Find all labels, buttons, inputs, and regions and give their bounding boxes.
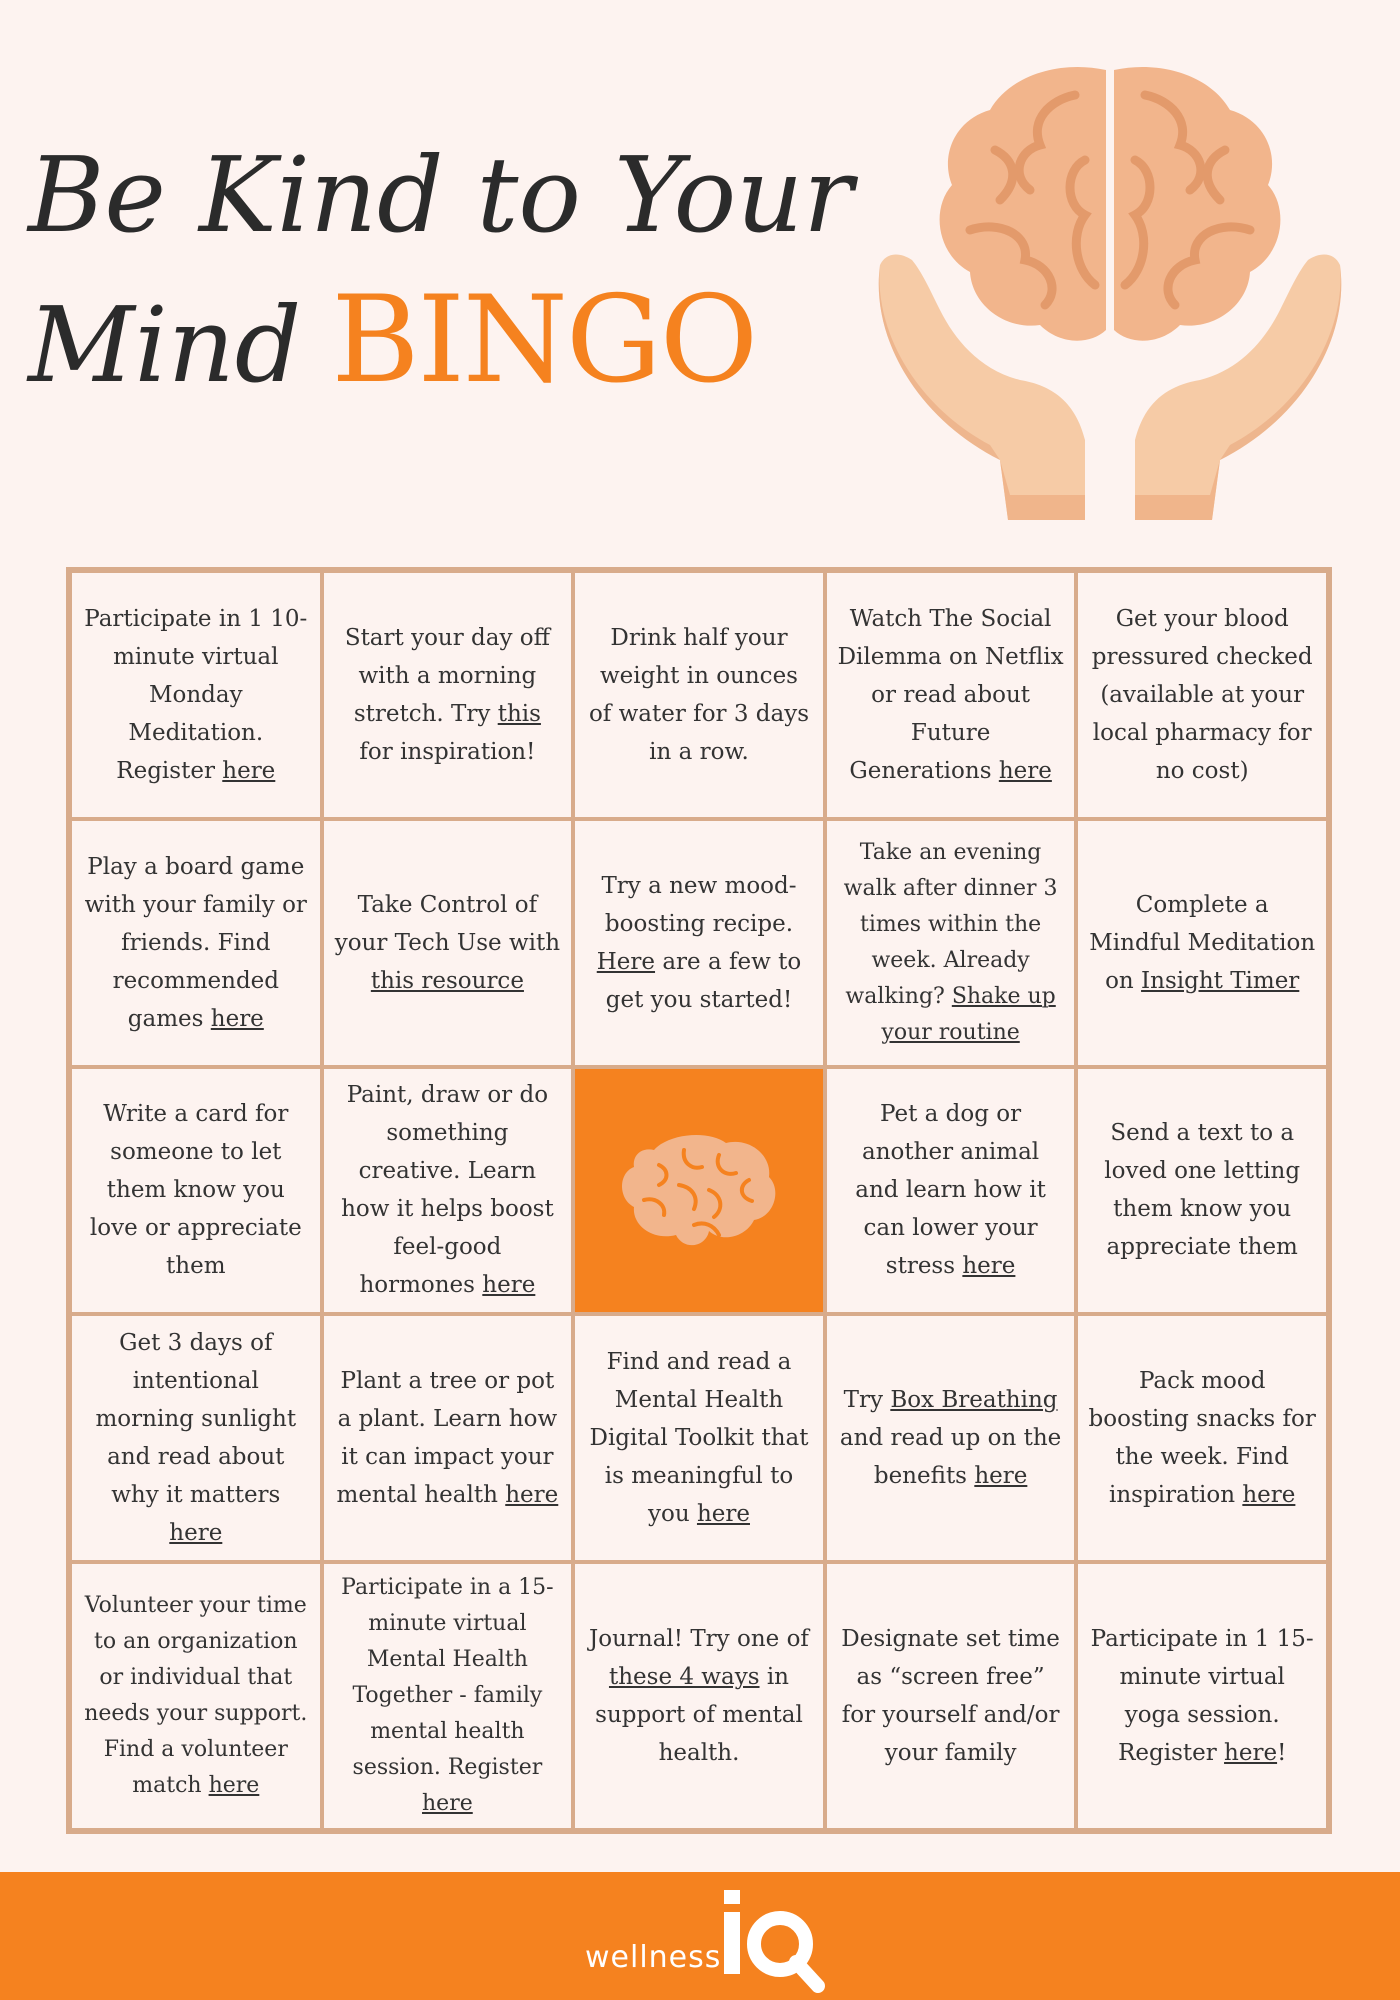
bingo-cell-r1-c0 — [70, 819, 322, 1067]
title-bingo: BINGO — [331, 271, 757, 410]
cell-text: Journal! Try one of — [589, 1626, 809, 1652]
cell-link[interactable]: here — [505, 1482, 559, 1509]
bingo-cell-r2-c1 — [322, 1067, 574, 1315]
cell-link[interactable]: Shake up your routine — [881, 983, 1056, 1045]
wellness-iq-logo — [585, 1884, 825, 1994]
logo-wordmark: wellness — [585, 1940, 722, 1975]
bingo-cell-r3-c2 — [573, 1314, 825, 1562]
cell-link[interactable]: here — [962, 1253, 1016, 1280]
bingo-cell-r3-c1 — [322, 1314, 574, 1562]
cell-text: Designate set time as “screen free” for yourself and/or your family — [841, 1626, 1060, 1766]
cell-text: Write a card for someone to let them know you love or appreciate them — [89, 1101, 302, 1280]
cell-link[interactable]: here — [998, 757, 1052, 784]
footer-bar — [0, 1872, 1400, 2000]
cell-text: Drink half your weight in ounces of water for 3 days in a row. — [588, 624, 810, 765]
bingo-cell-r3-c3 — [825, 1314, 1077, 1562]
bingo-cell-r3-c0 — [70, 1314, 322, 1562]
bingo-cell-r4-c2 — [573, 1562, 825, 1830]
bingo-cell-r1-c3 — [825, 819, 1077, 1067]
iq-mark — [718, 1884, 828, 1994]
cell-link[interactable]: Insight Timer — [1141, 967, 1300, 994]
cell-link[interactable]: here — [169, 1520, 223, 1547]
cell-text: ! — [1277, 1740, 1287, 1766]
cell-text: Try — [843, 1387, 891, 1414]
cell-link[interactable]: Here — [596, 948, 656, 975]
cell-text: Find and read a Mental Health Digital Toolkit that is meaningful to you — [589, 1349, 809, 1528]
bingo-cell-r4-c0 — [70, 1562, 322, 1830]
cell-text: Participate in 1 10-minute virtual Monday Meditation. Register — [84, 605, 308, 784]
cell-link[interactable]: here — [974, 1463, 1028, 1490]
page-title — [28, 120, 853, 420]
bingo-cell-r0-c3 — [825, 571, 1077, 819]
bingo-cell-r2-c4 — [1076, 1067, 1328, 1315]
cell-text: for inspiration! — [359, 738, 536, 765]
bingo-cell-r1-c1 — [322, 819, 574, 1067]
bingo-cell-r0-c1 — [322, 571, 574, 819]
cell-link[interactable]: here — [222, 757, 276, 784]
cell-link[interactable]: here — [210, 1005, 264, 1032]
cell-text: Watch The Social Dilemma on Netflix or read about Future Generations — [837, 605, 1064, 784]
bingo-cell-r2-c3 — [825, 1067, 1077, 1315]
cell-text: Pack mood boosting snacks for the week. Find inspiration — [1088, 1368, 1316, 1509]
bingo-cell-r0-c2 — [573, 571, 825, 819]
bingo-cell-r1-c2 — [573, 819, 825, 1067]
cell-text: Take an evening walk after dinner 3 times within the week. Already walking? — [843, 839, 1058, 1009]
cell-text: Volunteer your time to an organization or individual that needs your support. Find a volunteer match — [84, 1593, 308, 1798]
bingo-cell-r3-c4 — [1076, 1314, 1328, 1562]
cell-text: Start your day off with a morning stretch. Try — [344, 624, 550, 727]
cell-text: in support of mental health. — [595, 1664, 803, 1766]
cell-link[interactable]: here — [208, 1773, 260, 1798]
bingo-cell-r4-c3 — [825, 1562, 1077, 1830]
cell-text: Take Control of your Tech Use with — [334, 891, 561, 956]
svg-text:iQ: iQ — [718, 1884, 720, 1885]
cell-text: Participate in 1 15-minute virtual yoga session. Register — [1090, 1626, 1314, 1766]
cell-text: Pet a dog or another animal and learn how it can lower your stress — [855, 1101, 1046, 1280]
cell-link[interactable]: here — [1224, 1740, 1278, 1766]
cell-link[interactable]: Box Breathing — [890, 1387, 1058, 1414]
bingo-cell-r2-c0 — [70, 1067, 322, 1315]
bingo-cell-r1-c4 — [1076, 819, 1328, 1067]
bingo-cell-r4-c4 — [1076, 1562, 1328, 1830]
free-space-cell — [573, 1067, 825, 1315]
bingo-grid — [66, 567, 1332, 1834]
cell-link[interactable]: here — [422, 1791, 473, 1816]
cell-text: are a few to get you started! — [605, 948, 802, 1013]
cell-link[interactable]: this resource — [370, 967, 524, 994]
cell-link[interactable]: here — [482, 1272, 536, 1299]
cell-link[interactable]: here — [696, 1501, 750, 1528]
cell-link[interactable]: this — [497, 700, 541, 727]
cell-link[interactable]: here — [1242, 1482, 1296, 1509]
title-line-2 — [28, 266, 848, 420]
cell-text: Participate in a 15-minute virtual Mental Health Together - family mental health session. Register — [341, 1575, 554, 1780]
cell-link[interactable]: these 4 ways — [608, 1664, 760, 1690]
cell-text: and read up on the benefits — [839, 1425, 1062, 1490]
cell-text: Try a new mood-boosting recipe. — [601, 872, 797, 937]
cell-text: Play a board game with your family or friends. Find recommended games — [84, 853, 307, 1032]
title-mind: Mind — [28, 284, 302, 406]
bingo-cell-r0-c0 — [70, 571, 322, 819]
cell-text: Complete a Mindful Meditation on — [1089, 891, 1316, 994]
cell-text: Get 3 days of intentional morning sunlight and read about why it matters — [95, 1330, 297, 1509]
cell-text: Plant a tree or pot a plant. Learn how it can impact your mental health — [336, 1368, 558, 1509]
brain-icon — [614, 1125, 784, 1255]
cell-text: Send a text to a loved one letting them know you appreciate them — [1104, 1120, 1301, 1261]
cell-text: Get your blood pressured checked (available at your local pharmacy for no cost) — [1091, 605, 1313, 784]
bingo-cell-r4-c1 — [322, 1562, 574, 1830]
title-line-1: Be Kind to Your — [28, 134, 853, 256]
cell-text: Paint, draw or do something creative. Learn how it helps boost feel-good hormones — [341, 1082, 554, 1299]
bingo-cell-r0-c4 — [1076, 571, 1328, 819]
brain-in-hands-icon — [860, 40, 1360, 530]
